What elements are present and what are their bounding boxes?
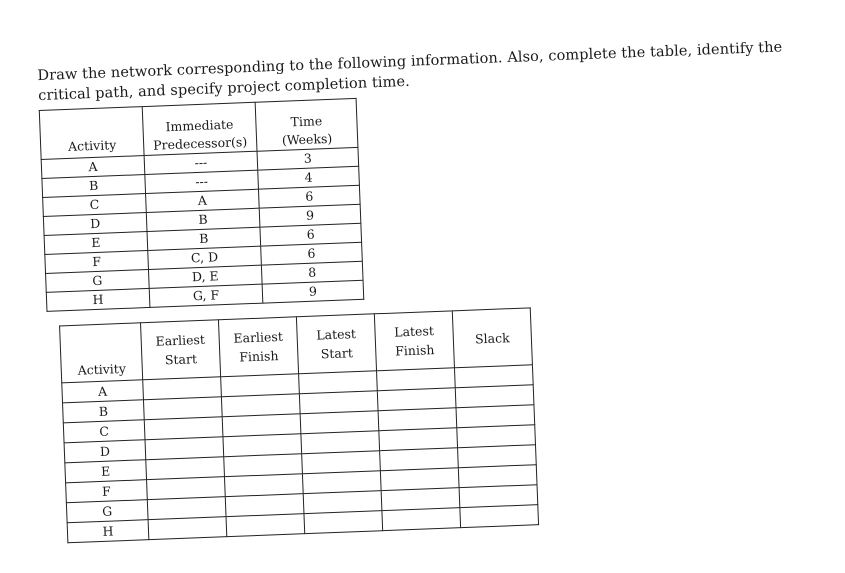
activity-table [39,98,365,312]
predecessor-cell: C, D [148,246,262,269]
predecessor-cell: B [147,227,261,250]
predecessor-cell: D, E [148,265,262,288]
header-latest-start: Latest Start [296,314,376,374]
time-cell: 9 [262,280,364,303]
time-cell: 4 [258,166,360,189]
time-cell: 6 [261,242,363,265]
activity-cell: E [44,231,148,254]
time-cell: 3 [257,147,359,170]
activity-cell: H [46,288,150,311]
latest-start-cell[interactable] [304,511,383,534]
time-cell: 6 [260,223,362,246]
earliest-start-cell[interactable] [148,517,227,540]
activity-cell: E [65,460,147,483]
earliest-finish-cell[interactable] [226,514,305,537]
question-text: Draw the network corresponding to the following information. Also, complete the table, identify the critical path, and specify project completion time. [37,39,783,105]
header-earliest-start: Earliest Start [141,320,221,380]
activity-cell: G [66,500,148,523]
activity-cell: G [46,269,150,292]
time-cell: 8 [261,261,363,284]
header-time: Time (Weeks) [255,98,358,151]
activity-cell: F [45,250,149,273]
activity-cell: B [42,175,146,198]
header-earliest-finish: Earliest Finish [218,317,298,377]
activity-cell: D [64,440,146,463]
header-slack: Slack [452,308,532,368]
time-cell: 6 [258,185,360,208]
header-predecessors: Immediate Predecessor(s) [142,102,257,155]
activity-cell: B [63,400,145,423]
predecessor-cell: G, F [149,284,263,307]
activity-cell: C [63,420,145,443]
time-cell: 9 [259,204,361,227]
header-latest-finish: Latest Finish [374,311,454,371]
header-activity: Activity [60,323,143,383]
activity-cell: A [62,380,144,403]
slack-cell[interactable] [460,505,539,528]
latest-finish-cell[interactable] [382,508,461,531]
schedule-table [59,307,539,543]
predecessor-cell: --- [144,151,258,174]
activity-cell: D [43,213,147,236]
predecessor-cell: B [146,208,260,231]
activity-cell: C [43,194,147,217]
activity-cell: A [41,156,145,179]
activity-cell: H [67,520,149,543]
activity-cell: F [66,480,148,503]
predecessor-cell: --- [145,170,259,193]
predecessor-cell: A [146,189,260,212]
header-activity: Activity [39,107,144,160]
